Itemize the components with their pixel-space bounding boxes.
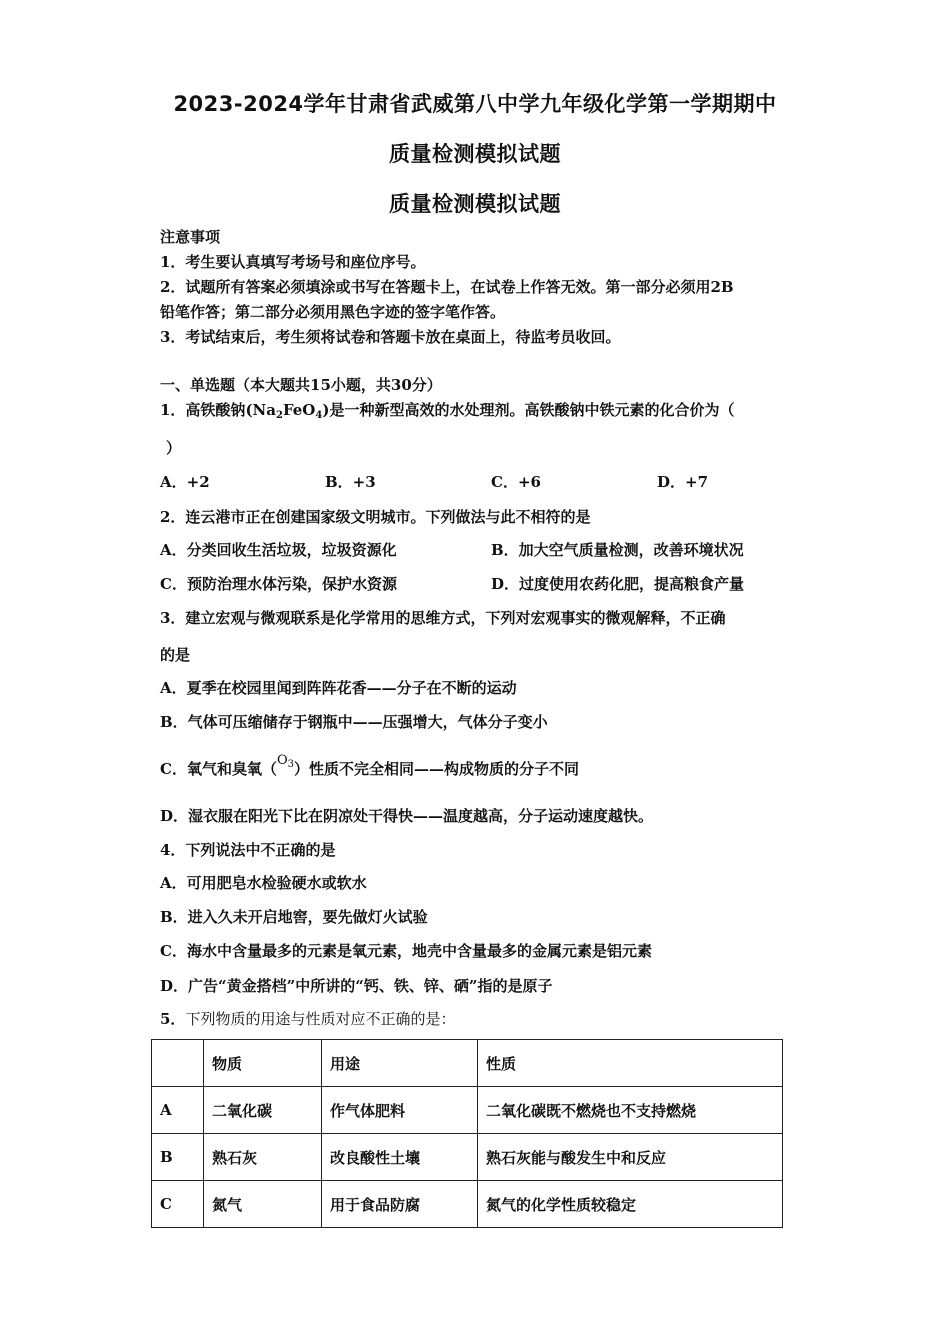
table-header-cell: 性质 <box>478 1040 783 1087</box>
q1-stem-c: )是一种新型高效的水处理剂。高铁酸钠中铁元素的化合价为（ <box>322 401 735 419</box>
q1-option-d: D．+7 <box>657 473 709 491</box>
q4-stem: 4．下列说法中不正确的是 <box>160 841 336 859</box>
notice-item-2: 2．试题所有答案必须填涂或书写在答题卡上，在试卷上作答无效。第一部分必须用2B <box>160 278 734 296</box>
table-cell: 用于食品防腐 <box>322 1181 478 1228</box>
q1-stem-a: 1．高铁酸钠(Na <box>160 401 276 419</box>
section-1-heading: 一、单选题（本大题共15小题，共30分） <box>160 376 442 394</box>
q3-option-d: D．湿衣服在阳光下比在阴凉处干得快——温度越高，分子运动速度越快。 <box>160 807 654 825</box>
q2-stem: 2．连云港市正在创建国家级文明城市。下列做法与此不相符的是 <box>160 508 591 526</box>
notice-heading: 注意事项 <box>160 228 221 246</box>
q1-option-a: A．+2 <box>160 473 210 491</box>
table-cell: 二氧化碳既不燃烧也不支持燃烧 <box>478 1087 783 1134</box>
q1-stem-end: ） <box>166 439 182 457</box>
table-row <box>152 1134 783 1181</box>
q4-option-a: A．可用肥皂水检验硬水或软水 <box>160 874 367 892</box>
q3-option-c-post: ）性质不完全相同——构成物质的分子不同 <box>294 760 580 778</box>
q4-option-c: C．海水中含量最多的元素是氧元素，地壳中含量最多的金属元素是铝元素 <box>160 942 652 960</box>
q2-option-b: B．加大空气质量检测，改善环境状况 <box>491 541 744 559</box>
table-cell: 作气体肥料 <box>322 1087 478 1134</box>
ozone-formula-o: O <box>276 753 288 768</box>
q1-option-c: C．+6 <box>491 473 541 491</box>
table-cell: 熟石灰 <box>204 1134 322 1181</box>
table-cell: 改良酸性土壤 <box>322 1134 478 1181</box>
q2-option-d: D．过度使用农药化肥，提高粮食产量 <box>491 575 745 593</box>
q5-stem <box>160 1008 455 1030</box>
notice-item-1: 1．考生要认真填写考场号和座位序号。 <box>160 253 426 271</box>
q3-stem-line2: 的是 <box>160 646 191 664</box>
exam-title-line2: 质量检测模拟试题 <box>389 142 561 166</box>
table-cell: C <box>152 1181 204 1228</box>
q3-option-c-pre: C．氧气和臭氧（ <box>160 760 277 778</box>
q3-option-c <box>160 753 580 786</box>
q5-stem-text: 下列物质的用途与性质对应不正确的是： <box>185 1010 456 1028</box>
q3-stem-line1: 3．建立宏观与微观联系是化学常用的思维方式，下列对宏观事实的微观解释，不正确 <box>160 609 726 627</box>
table-cell: 熟石灰能与酸发生中和反应 <box>478 1134 783 1181</box>
notice-item-2-cont: 铅笔作答；第二部分必须用黑色字迹的签字笔作答。 <box>160 303 506 321</box>
table-cell: A <box>152 1087 204 1134</box>
ozone-formula-sub: 3 <box>287 759 294 770</box>
q5-stem-number: 5． <box>160 1010 186 1028</box>
q1-stem <box>160 399 734 427</box>
table-row <box>152 1087 783 1134</box>
table-header-cell <box>152 1040 204 1087</box>
notice-item-3: 3．考试结束后，考生须将试卷和答题卡放在桌面上，待监考员收回。 <box>160 328 621 346</box>
table-header-cell: 用途 <box>322 1040 478 1087</box>
q3-option-a: A．夏季在校园里闻到阵阵花香——分子在不断的运动 <box>160 679 517 697</box>
table-cell: 氮气的化学性质较稳定 <box>478 1181 783 1228</box>
exam-title-line1: 2023-2024学年甘肃省武威第八中学九年级化学第一学期期中 <box>173 92 777 116</box>
exam-title-line3: 质量检测模拟试题 <box>389 192 561 216</box>
table-cell: 二氧化碳 <box>204 1087 322 1134</box>
q2-option-c: C．预防治理水体污染，保护水资源 <box>160 575 397 593</box>
table-cell: B <box>152 1134 204 1181</box>
q1-sub-4: 4 <box>315 410 323 421</box>
q4-option-b: B．进入久未开启地窖，要先做灯火试验 <box>160 908 428 926</box>
q1-option-b: B．+3 <box>325 473 376 491</box>
q4-option-d: D．广告“黄金搭档”中所讲的“钙、铁、锌、硒”指的是原子 <box>160 977 553 995</box>
q2-option-a: A．分类回收生活垃圾，垃圾资源化 <box>160 541 397 559</box>
q3-option-b: B．气体可压缩储存于钢瓶中——压强增大，气体分子变小 <box>160 713 548 731</box>
table-cell: 氮气 <box>204 1181 322 1228</box>
table-row <box>152 1181 783 1228</box>
q1-stem-b: FeO <box>282 401 316 419</box>
table-header-cell: 物质 <box>204 1040 322 1087</box>
table-header-row <box>152 1040 783 1087</box>
q1-sub-2: 2 <box>275 410 283 421</box>
q5-table <box>151 1039 783 1228</box>
ozone-formula <box>277 750 294 776</box>
